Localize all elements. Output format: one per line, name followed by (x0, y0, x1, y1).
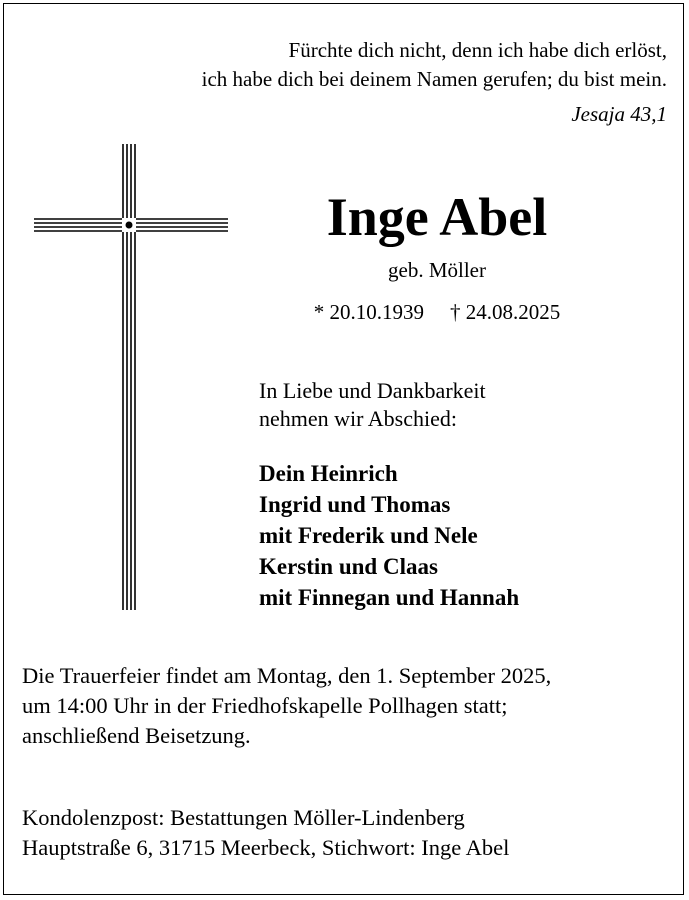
life-dates (232, 300, 642, 325)
funeral-service-info (22, 661, 551, 751)
condolence-address (22, 803, 509, 863)
mourner: mit Finnegan und Hannah (259, 585, 520, 610)
farewell-line-2: nehmen wir Abschied: (259, 406, 457, 431)
condolence-line-1: Kondolenzpost: Bestattungen Möller-Lindenberg (22, 805, 465, 830)
service-line-2: um 14:00 Uhr in der Friedhofskapelle Pollhagen statt; (22, 693, 508, 718)
condolence-line-2: Hauptstraße 6, 31715 Meerbeck, Stichwort: Inge Abel (22, 835, 510, 860)
farewell-text (259, 377, 486, 433)
death-date: † 24.08.2025 (450, 300, 561, 324)
verse-line-2: ich habe dich bei deinem Namen gerufen; du bist mein. (201, 67, 667, 91)
cross-icon (34, 144, 228, 610)
deceased-name: Inge Abel (326, 187, 548, 247)
service-line-1: Die Trauerfeier findet am Montag, den 1. September 2025, (22, 663, 552, 688)
service-line-3: anschließend Beisetzung. (22, 723, 251, 748)
farewell-line-1: In Liebe und Dankbarkeit (259, 378, 486, 403)
verse-reference: Jesaja 43,1 (571, 102, 667, 126)
mourners-list (259, 458, 519, 613)
birth-date: * 20.10.1939 (313, 300, 424, 324)
verse-line-1: Fürchte dich nicht, denn ich habe dich erlöst, (288, 38, 667, 62)
bible-verse (202, 36, 667, 94)
mourner: mit Frederik und Nele (259, 523, 478, 548)
maiden-name: geb. Möller (388, 258, 486, 282)
mourner: Dein Heinrich (259, 461, 398, 486)
mourner: Kerstin und Claas (259, 554, 438, 579)
mourner: Ingrid und Thomas (259, 492, 451, 517)
